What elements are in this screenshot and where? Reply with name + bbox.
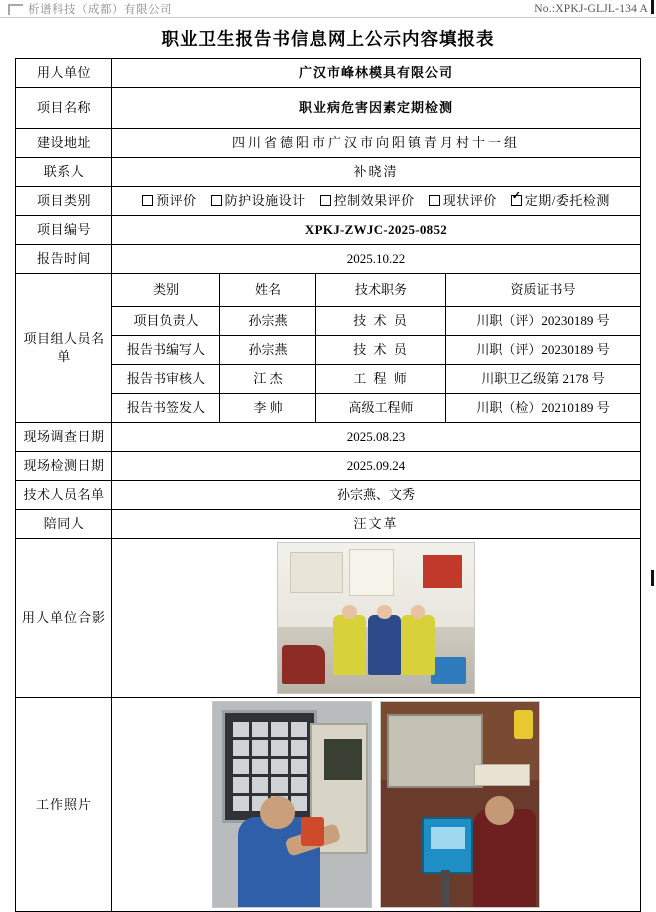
staff-header-cert: 资质证书号 bbox=[446, 274, 640, 307]
staff-header-name: 姓名 bbox=[220, 274, 316, 307]
contact-label: 联系人 bbox=[16, 158, 112, 187]
report-table bbox=[15, 58, 640, 912]
table-row-staff-header bbox=[16, 274, 640, 307]
photo-person-head bbox=[377, 605, 392, 618]
staff-cert-3: 川职（检）20210189 号 bbox=[446, 394, 640, 423]
photo-poster-red bbox=[423, 555, 462, 588]
category-option-label-0: 预评价 bbox=[156, 193, 197, 209]
panel-cell bbox=[252, 759, 268, 775]
photo-person-1 bbox=[333, 615, 366, 675]
checkbox-icon[interactable] bbox=[429, 195, 440, 206]
panel-cell bbox=[271, 777, 287, 793]
panel-cell bbox=[271, 740, 287, 756]
page-header bbox=[0, 0, 656, 18]
checkbox-checked-icon[interactable] bbox=[511, 195, 522, 206]
panel-cell bbox=[233, 759, 249, 775]
category-option-label-1: 防护设施设计 bbox=[224, 193, 306, 209]
tech-staff-value: 孙宗燕、文秀 bbox=[112, 481, 640, 510]
table-row-tech-staff bbox=[16, 481, 640, 510]
photo-car bbox=[282, 645, 325, 684]
contact-value: 补晓清 bbox=[112, 158, 640, 187]
photo-person-head bbox=[411, 605, 426, 618]
page-title: 职业卫生报告书信息网上公示内容填报表 bbox=[161, 29, 495, 49]
report-time-label: 报告时间 bbox=[16, 245, 112, 274]
panel-cell bbox=[291, 777, 307, 793]
project-no-value: XPKJ-ZWJC-2025-0852 bbox=[112, 216, 640, 245]
table-row-category bbox=[16, 187, 640, 216]
category-option-2[interactable] bbox=[320, 192, 415, 210]
staff-post-0: 技 术 员 bbox=[316, 307, 446, 336]
staff-post-3: 高级工程师 bbox=[316, 394, 446, 423]
panel-cell bbox=[291, 759, 307, 775]
table-row-report-time bbox=[16, 245, 640, 274]
photo-cart bbox=[431, 657, 466, 684]
panel-cell bbox=[233, 796, 249, 812]
staff-name-0: 孙宗燕 bbox=[220, 307, 316, 336]
photo-worker-head bbox=[485, 796, 513, 825]
survey-date-value: 2025.08.23 bbox=[112, 423, 640, 452]
table-row-accompanier bbox=[16, 510, 640, 539]
address-value: 四川省德阳市广汉市向阳镇青月村十一组 bbox=[112, 129, 640, 158]
edge-mark-middle bbox=[651, 570, 654, 586]
table-row-project-no bbox=[16, 216, 640, 245]
panel-cell bbox=[252, 722, 268, 738]
panel-cell bbox=[291, 722, 307, 738]
staff-cert-0: 川职（评）20230189 号 bbox=[446, 307, 640, 336]
table-row-survey-date bbox=[16, 423, 640, 452]
employer-value: 广汉市峰林模具有限公司 bbox=[112, 59, 640, 88]
group-photo-cell bbox=[112, 539, 640, 698]
photo-tripod bbox=[441, 870, 450, 907]
staff-header-role: 类别 bbox=[112, 274, 220, 307]
accompanier-value: 汪文革 bbox=[112, 510, 640, 539]
category-option-label-2: 控制效果评价 bbox=[333, 193, 415, 209]
category-option-label-4: 定期/委托检测 bbox=[524, 193, 610, 209]
photo-machine-screen bbox=[324, 739, 362, 780]
table-row-test-date bbox=[16, 452, 640, 481]
table-row-group-photo bbox=[16, 539, 640, 698]
panel-cell bbox=[233, 722, 249, 738]
test-date-value: 2025.09.24 bbox=[112, 452, 640, 481]
work-photo-pair bbox=[114, 701, 637, 908]
category-option-4[interactable] bbox=[511, 192, 610, 210]
photo-measuring-device bbox=[301, 817, 323, 846]
work-photo-image-1 bbox=[212, 701, 372, 908]
work-photo-image-2 bbox=[380, 701, 540, 908]
checkbox-icon[interactable] bbox=[211, 195, 222, 206]
photo-person-3 bbox=[401, 615, 434, 675]
table-row-contact bbox=[16, 158, 640, 187]
header-left bbox=[8, 1, 172, 17]
panel-cell bbox=[291, 740, 307, 756]
table-row-employer bbox=[16, 59, 640, 88]
group-photo-label: 用人单位合影 bbox=[16, 539, 112, 698]
panel-cell bbox=[271, 759, 287, 775]
photo-yellow-marker bbox=[514, 710, 533, 739]
company-logo-icon bbox=[8, 4, 23, 15]
staff-role-2: 报告书审核人 bbox=[112, 365, 220, 394]
staff-role-0: 项目负责人 bbox=[112, 307, 220, 336]
staff-post-1: 技 术 员 bbox=[316, 336, 446, 365]
category-option-1[interactable] bbox=[211, 192, 306, 210]
photo-poster-center bbox=[349, 549, 394, 596]
project-no-label: 项目编号 bbox=[16, 216, 112, 245]
table-row-address bbox=[16, 129, 640, 158]
edge-mark-top bbox=[651, 0, 654, 14]
project-name-label: 项目名称 bbox=[16, 88, 112, 129]
staff-role-3: 报告书签发人 bbox=[112, 394, 220, 423]
address-label: 建设地址 bbox=[16, 129, 112, 158]
header-company-name: 析谱科技（成都）有限公司 bbox=[28, 4, 172, 16]
category-option-label-3: 现状评价 bbox=[442, 193, 497, 209]
photo-worker-head bbox=[260, 796, 295, 829]
employer-label: 用人单位 bbox=[16, 59, 112, 88]
photo-person-2 bbox=[368, 615, 401, 675]
category-option-0[interactable] bbox=[142, 192, 197, 210]
panel-cell bbox=[233, 777, 249, 793]
staff-name-1: 孙宗燕 bbox=[220, 336, 316, 365]
work-photo-label: 工作照片 bbox=[16, 698, 112, 912]
photo-sign bbox=[474, 764, 530, 787]
project-name-value: 职业病危害因素定期检测 bbox=[112, 88, 640, 129]
staff-name-3: 李 帅 bbox=[220, 394, 316, 423]
category-label: 项目类别 bbox=[16, 187, 112, 216]
staff-label: 项目组人员名单 bbox=[16, 274, 112, 423]
work-photo-cell bbox=[112, 698, 640, 912]
checkbox-icon[interactable] bbox=[142, 195, 153, 206]
test-date-label: 现场检测日期 bbox=[16, 452, 112, 481]
panel-cell bbox=[252, 740, 268, 756]
panel-cell bbox=[271, 722, 287, 738]
staff-cert-1: 川职（评）20230189 号 bbox=[446, 336, 640, 365]
photo-person-head bbox=[342, 605, 357, 618]
panel-cell bbox=[233, 740, 249, 756]
category-options bbox=[112, 187, 640, 216]
photo-sampling-instrument bbox=[422, 817, 473, 874]
photo-poster-left bbox=[290, 552, 343, 593]
panel-cell bbox=[252, 777, 268, 793]
table-row-work-photo bbox=[16, 698, 640, 912]
group-photo-image bbox=[277, 542, 475, 694]
header-doc-number: No.:XPKJ-GLJL-134 A bbox=[534, 3, 648, 15]
checkbox-icon[interactable] bbox=[320, 195, 331, 206]
staff-header-post: 技术职务 bbox=[316, 274, 446, 307]
photo-equipment bbox=[387, 714, 483, 788]
category-option-3[interactable] bbox=[429, 192, 497, 210]
accompanier-label: 陪同人 bbox=[16, 510, 112, 539]
staff-name-2: 江 杰 bbox=[220, 365, 316, 394]
staff-post-2: 工 程 师 bbox=[316, 365, 446, 394]
report-time-value: 2025.10.22 bbox=[112, 245, 640, 274]
survey-date-label: 现场调查日期 bbox=[16, 423, 112, 452]
staff-cert-2: 川职卫乙级第 2178 号 bbox=[446, 365, 640, 394]
table-row-project-name bbox=[16, 88, 640, 129]
tech-staff-label: 技术人员名单 bbox=[16, 481, 112, 510]
staff-role-1: 报告书编写人 bbox=[112, 336, 220, 365]
